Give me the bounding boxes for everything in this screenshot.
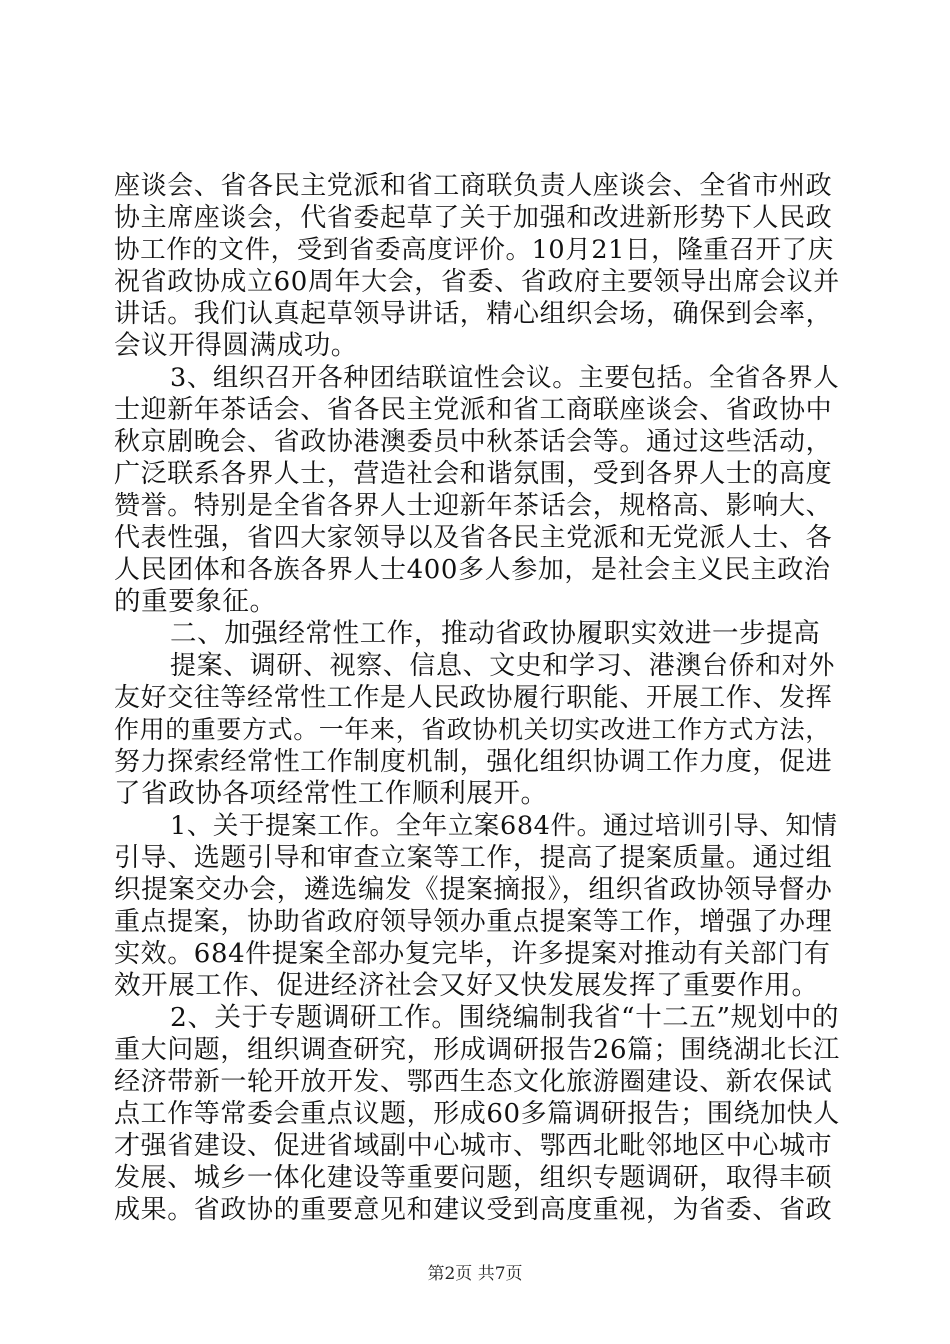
text-line: 引导、选题引导和审查立案等工作，提高了提案质量。通过组 bbox=[114, 843, 833, 873]
text-line: 座谈会、省各民主党派和省工商联负责人座谈会、全省市州政 bbox=[114, 171, 833, 201]
section-heading: 二、加强经常性工作，推动省政协履职实效进一步提高 bbox=[170, 618, 821, 649]
paragraph-start-line: 提案、调研、视察、信息、文史和学习、港澳台侨和对外 bbox=[170, 651, 836, 681]
text-line: 祝省政协成立60周年大会，省委、省政府主要领导出席会议并 bbox=[114, 267, 840, 297]
text-line: 讲话。我们认真起草领导讲话，精心组织会场，确保到会率， bbox=[114, 299, 833, 329]
text-line: 织提案交办会，遴选编发《提案摘报》，组织省政协领导督办 bbox=[114, 874, 833, 905]
text-line: 代表性强，省四大家领导以及省各民主党派和无党派人士、各 bbox=[114, 523, 833, 553]
text-line: 努力探索经常性工作制度机制，强化组织协调工作力度，促进 bbox=[114, 747, 833, 777]
text-line: 了省政协各项经常性工作顺利展开。 bbox=[114, 778, 548, 809]
text-line: 重大问题，组织调查研究，形成调研报告26篇；围绕湖北长江 bbox=[114, 1035, 840, 1065]
paragraph-start-line: 3、组织召开各种团结联谊性会议。主要包括。全省各界人 bbox=[170, 363, 840, 393]
text-line: 协主席座谈会，代省委起草了关于加强和改进新形势下人民政 bbox=[114, 203, 833, 233]
text-line: 才强省建设、促进省域副中心城市、鄂西北毗邻地区中心城市 bbox=[114, 1131, 833, 1161]
text-line: 士迎新年茶话会、省各民主党派和省工商联座谈会、省政协中 bbox=[114, 395, 833, 425]
text-line: 实效。684件提案全部办复完毕，许多提案对推动有关部门有 bbox=[114, 939, 831, 969]
text-line: 协工作的文件，受到省委高度评价。10月21日，隆重召开了庆 bbox=[114, 235, 834, 265]
text-line: 友好交往等经常性工作是人民政协履行职能、开展工作、发挥 bbox=[114, 683, 833, 713]
text-line: 赞誉。特别是全省各界人士迎新年茶话会，规格高、影响大、 bbox=[114, 491, 833, 521]
text-line: 的重要象征。 bbox=[114, 586, 277, 617]
text-line: 会议开得圆满成功。 bbox=[114, 330, 358, 361]
text-line: 效开展工作、促进经济社会又好又快发展发挥了重要作用。 bbox=[114, 970, 819, 1001]
text-line: 人民团体和各族各界人士400多人参加，是社会主义民主政治 bbox=[114, 555, 831, 585]
text-line: 广泛联系各界人士，营造社会和谐氛围，受到各界人士的高度 bbox=[114, 459, 833, 489]
paragraph-start-line: 2、关于专题调研工作。围绕编制我省“十二五”规划中的 bbox=[170, 1002, 840, 1033]
text-line: 经济带新一轮开放开发、鄂西生态文化旅游圈建设、新农保试 bbox=[114, 1067, 833, 1097]
text-line: 作用的重要方式。一年来，省政协机关切实改进工作方式方法， bbox=[114, 715, 831, 744]
paragraph-start-line: 1、关于提案工作。全年立案684件。通过培训引导、知情 bbox=[170, 811, 838, 841]
text-line: 点工作等常委会重点议题，形成60多篇调研报告；围绕加快人 bbox=[114, 1099, 840, 1129]
text-line: 成果。省政协的重要意见和建议受到高度重视，为省委、省政 bbox=[114, 1195, 833, 1225]
text-line: 秋京剧晚会、省政协港澳委员中秋茶话会等。通过这些活动， bbox=[114, 427, 833, 457]
page-number-footer: 第2页 共7页 bbox=[427, 1264, 523, 1284]
text-line: 发展、城乡一体化建设等重要问题，组织专题调研，取得丰硕 bbox=[114, 1163, 833, 1193]
text-line: 重点提案，协助省政府领导领办重点提案等工作，增强了办理 bbox=[114, 907, 833, 937]
